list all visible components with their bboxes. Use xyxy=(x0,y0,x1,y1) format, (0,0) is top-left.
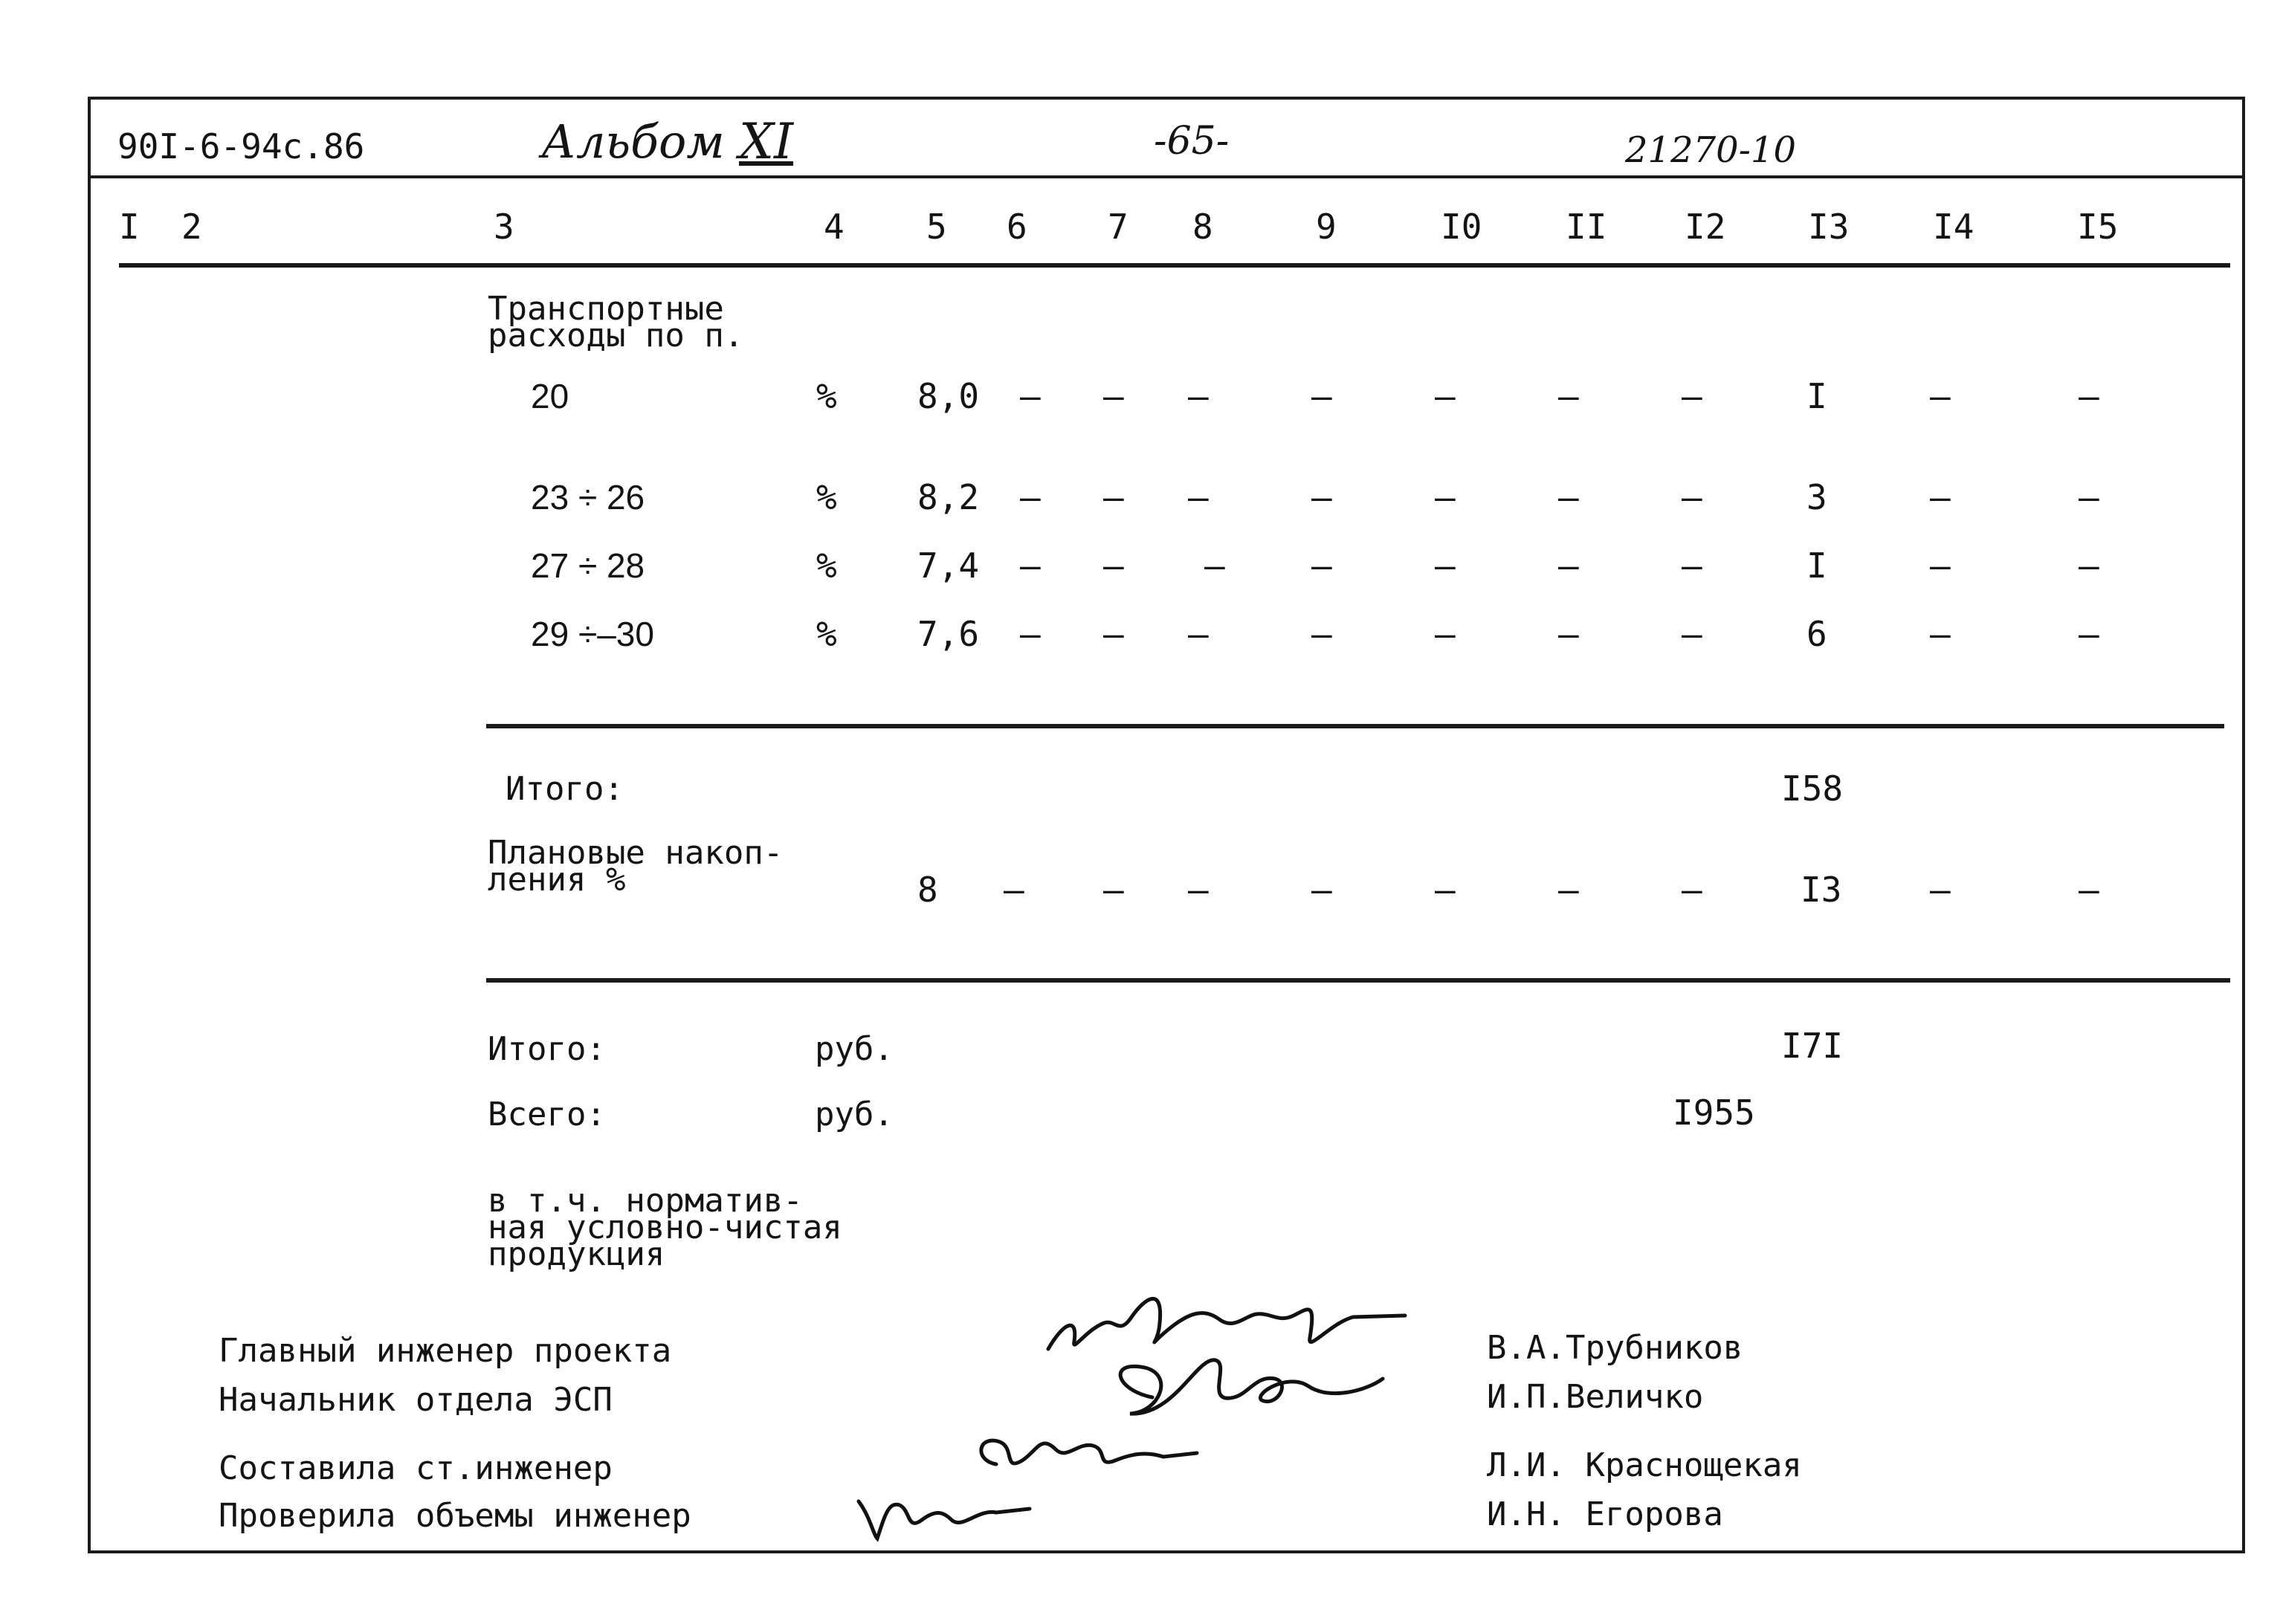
cell-c10: – xyxy=(1435,546,1456,586)
cell-c14: – xyxy=(1930,870,1951,910)
column-number: 5 xyxy=(926,207,947,247)
cell-c12: – xyxy=(1682,546,1702,586)
album-word: Альбом xyxy=(541,114,725,169)
frame-bottom-line xyxy=(88,1550,2245,1553)
row-unit: % xyxy=(816,614,837,654)
cell-c14: – xyxy=(1930,376,1951,416)
cell-c13: 3 xyxy=(1806,477,1827,517)
signature-name: Л.И. Краснощекая xyxy=(1487,1446,1802,1484)
transport-label-line: Транспортные xyxy=(488,290,724,328)
column-number: 8 xyxy=(1192,207,1213,247)
cell-c11: – xyxy=(1558,477,1579,517)
signature-name: В.А.Трубников xyxy=(1487,1329,1743,1367)
grand-total-label: Всего: xyxy=(488,1096,606,1133)
signature-name: И.П.Величко xyxy=(1487,1378,1704,1416)
cell-c7: – xyxy=(1103,614,1124,654)
total-unit: руб. xyxy=(815,1030,894,1068)
total-value: I58 xyxy=(1781,769,1844,809)
cell-c15: – xyxy=(2079,546,2099,586)
header-divider-line xyxy=(88,175,2245,178)
album-number: XI xyxy=(739,113,794,170)
cell-c6: – xyxy=(1004,870,1024,910)
column-number: I2 xyxy=(1685,207,1726,247)
cell-c13: 6 xyxy=(1806,614,1827,654)
signature-name: И.Н. Егорова xyxy=(1487,1495,1723,1533)
normative-note-line: продукция xyxy=(488,1235,665,1274)
cell-c8: – xyxy=(1188,870,1209,910)
planned-label xyxy=(488,834,784,899)
cell-c5: 8,2 xyxy=(917,477,980,517)
cell-c14: – xyxy=(1930,546,1951,586)
cell-c5: 7,6 xyxy=(917,614,980,654)
cell-c15: – xyxy=(2079,376,2099,416)
cell-c11: – xyxy=(1558,546,1579,586)
cell-c6: – xyxy=(1020,546,1041,586)
cell-c8: – xyxy=(1188,477,1209,517)
column-number: II xyxy=(1566,207,1607,247)
cell-c11: – xyxy=(1558,614,1579,654)
column-number: 3 xyxy=(494,207,514,247)
grand-total-value: I955 xyxy=(1673,1093,1755,1133)
cell-c11: – xyxy=(1558,870,1579,910)
cell-c13: I xyxy=(1806,546,1827,586)
cell-c12: – xyxy=(1682,477,1702,517)
planned-label-line: ления % xyxy=(488,861,626,899)
cell-c7: – xyxy=(1103,546,1124,586)
cell-c12: – xyxy=(1682,614,1702,654)
transport-label xyxy=(488,290,744,355)
cell-c8: – xyxy=(1188,614,1209,654)
total-label: Итого: xyxy=(488,1030,606,1068)
frame-top-line xyxy=(88,97,2245,100)
cell-c9: – xyxy=(1311,376,1332,416)
transport-label-line: расходы по п. xyxy=(488,317,744,355)
handwritten-signature-compiler xyxy=(966,1420,1212,1486)
row-unit: % xyxy=(816,477,837,517)
cell-c9: – xyxy=(1311,614,1332,654)
handwritten-signature-department-head xyxy=(1085,1345,1398,1427)
section-divider-1 xyxy=(486,724,2224,728)
cell-c14: – xyxy=(1930,614,1951,654)
frame-left-line xyxy=(88,97,91,1553)
cell-c10: – xyxy=(1435,376,1456,416)
cell-c14: – xyxy=(1930,477,1951,517)
cell-c10: – xyxy=(1435,870,1456,910)
normative-note-line: ная условно-чистая xyxy=(488,1209,842,1247)
cell-c8: – xyxy=(1204,546,1225,586)
column-number: 7 xyxy=(1108,207,1128,247)
column-number: I4 xyxy=(1933,207,1974,247)
cell-c13: I3 xyxy=(1801,870,1842,910)
normative-note-line: в т.ч. норматив- xyxy=(488,1182,803,1220)
row-unit: % xyxy=(816,546,837,586)
handwritten-signature-checker xyxy=(847,1479,1041,1546)
cell-c7: – xyxy=(1103,870,1124,910)
column-number: 2 xyxy=(181,207,202,247)
cell-c12: – xyxy=(1682,870,1702,910)
cell-c13: I xyxy=(1806,376,1827,416)
column-number: 9 xyxy=(1316,207,1337,247)
cell-c7: – xyxy=(1103,376,1124,416)
column-number: I5 xyxy=(2077,207,2119,247)
document-number: 21270-10 xyxy=(1625,129,1796,171)
cell-c9: – xyxy=(1311,546,1332,586)
cell-c15: – xyxy=(2079,477,2099,517)
cell-c11: – xyxy=(1558,376,1579,416)
cell-c5: 8 xyxy=(917,870,938,910)
signature-role: Главный инженер проекта xyxy=(219,1332,672,1370)
section-divider-2 xyxy=(486,978,2230,983)
page-number: -65- xyxy=(1154,119,1230,164)
column-number: I3 xyxy=(1808,207,1850,247)
row-item: 29 ÷–30 xyxy=(531,615,654,653)
total-label: Итого: xyxy=(506,770,624,808)
cell-c10: – xyxy=(1435,477,1456,517)
cell-c5: 8,0 xyxy=(917,376,980,416)
normative-note xyxy=(488,1182,842,1274)
document-code: 90I-6-94с.86 xyxy=(117,126,365,166)
cell-c5: 7,4 xyxy=(917,546,980,586)
signature-role: Составила ст.инженер xyxy=(219,1449,613,1487)
row-item: 23 ÷ 26 xyxy=(531,478,645,517)
column-number: I xyxy=(119,207,140,247)
row-item: 27 ÷ 28 xyxy=(531,546,645,585)
cell-c7: – xyxy=(1103,477,1124,517)
column-numbers-underline xyxy=(119,263,2230,268)
cell-c10: – xyxy=(1435,614,1456,654)
grand-total-unit: руб. xyxy=(815,1096,894,1133)
cell-c15: – xyxy=(2079,870,2099,910)
column-number: 6 xyxy=(1007,207,1027,247)
cell-c6: – xyxy=(1020,376,1041,416)
row-unit: % xyxy=(816,376,837,416)
frame-right-line xyxy=(2242,97,2245,1553)
cell-c15: – xyxy=(2079,614,2099,654)
total-value: I7I xyxy=(1781,1026,1844,1066)
column-number: I0 xyxy=(1441,207,1482,247)
cell-c12: – xyxy=(1682,376,1702,416)
column-number: 4 xyxy=(824,207,845,247)
signature-role: Проверила объемы инженер xyxy=(219,1497,691,1535)
row-item: 20 xyxy=(531,377,569,415)
signature-role: Начальник отдела ЭСП xyxy=(219,1381,613,1419)
cell-c8: – xyxy=(1188,376,1209,416)
cell-c6: – xyxy=(1020,477,1041,517)
cell-c6: – xyxy=(1020,614,1041,654)
cell-c9: – xyxy=(1311,477,1332,517)
cell-c9: – xyxy=(1311,870,1332,910)
planned-label-line: Плановые накоп- xyxy=(488,834,784,872)
